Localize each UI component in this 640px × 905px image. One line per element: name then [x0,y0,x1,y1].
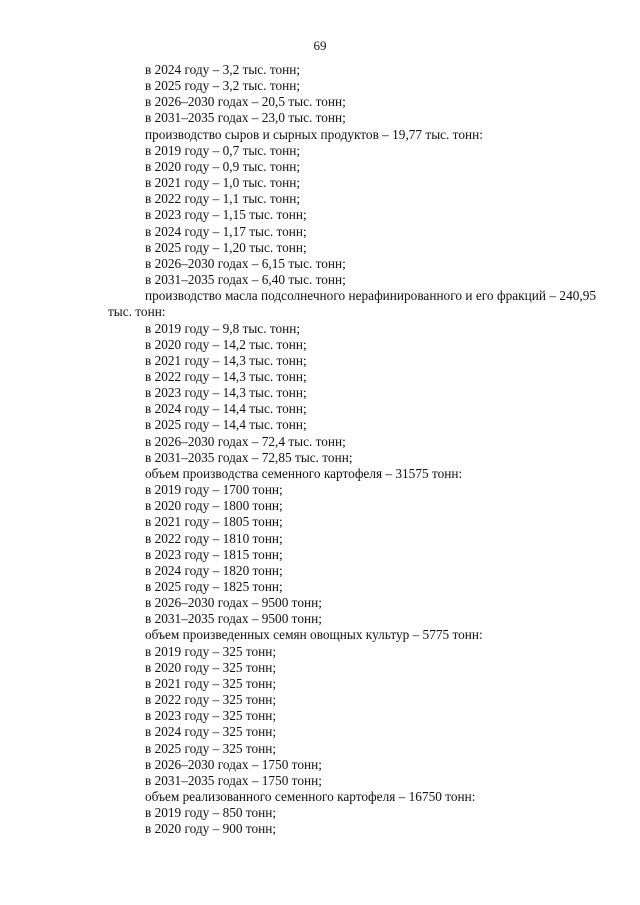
list-item: в 2020 году – 900 тонн; [145,821,277,837]
list-item: в 2019 году – 1700 тонн; [145,482,283,498]
section-heading: производство масла подсолнечного нерафинированного и его фракций – 240,95 тыс. тонн: [108,288,596,320]
list-item: в 2021 году – 325 тонн; [145,675,277,691]
list-item: в 2025 году – 1,20 тыс. тонн; [145,239,307,255]
list-item: в 2019 году – 850 тонн; [145,805,277,821]
list-item: в 2021 году – 1,0 тыс. тонн; [145,175,301,191]
list-item: в 2023 году – 1815 тонн; [145,546,283,562]
list-item: в 2025 году – 1825 тонн; [145,579,283,594]
list-item: в 2023 году – 14,3 тыс. тонн; [145,385,307,401]
list-item: в 2020 году – 1800 тонн; [145,498,283,514]
list-item: в 2019 году – 9,8 тыс. тонн; [145,320,301,336]
list-item: в 2031–2035 годах – 1750 тонн; [145,772,322,788]
page-number: 69 [313,38,327,53]
list-item: в 2031–2035 годах – 23,0 тыс. тонн; [145,110,346,126]
list-item: в 2026–2030 годах – 1750 тонн; [145,756,322,772]
list-item: в 2031–2035 годах – 6,40 тыс. тонн; [145,272,346,288]
list-item: в 2021 году – 1805 тонн; [145,514,283,530]
list-item: в 2026–2030 годах – 9500 тонн; [145,595,322,611]
list-item: в 2024 году – 14,4 тыс. тонн; [145,401,307,417]
list-item: в 2020 году – 0,9 тыс. тонн; [145,158,301,174]
list-item: в 2025 году – 14,4 тыс. тонн; [145,417,307,433]
list-item: в 2022 году – 325 тонн; [145,692,277,708]
list-item: в 2023 году – 325 тонн; [145,708,277,724]
list-item: в 2026–2030 годах – 72,4 тыс. тонн; [145,433,346,449]
list-item: в 2020 году – 325 тонн; [145,659,277,675]
list-item: в 2025 году – 325 тонн; [145,740,277,756]
list-item: в 2024 году – 325 тонн; [145,724,277,740]
list-item: в 2024 году – 1,17 тыс. тонн; [145,223,307,239]
section-heading: объем произведенных семян овощных культур – 5775 тонн: [145,627,483,643]
list-item: в 2020 году – 14,2 тыс. тонн; [145,336,307,352]
section-heading: производство сыров и сырных продуктов – 19,77 тыс. тонн: [145,126,483,142]
list-item: в 2022 году – 1810 тонн; [145,530,283,546]
list-item: в 2023 году – 1,15 тыс. тонн; [145,207,307,223]
list-item: в 2024 году – 3,2 тыс. тонн; [145,62,301,77]
list-item: в 2019 году – 325 тонн; [145,643,277,659]
list-item: в 2031–2035 годах – 72,85 тыс. тонн; [145,449,353,465]
list-item: в 2031–2035 годах – 9500 тонн; [145,611,322,627]
document-body [108,62,596,838]
section-heading: объем производства семенного картофеля – 31575 тонн: [145,465,463,481]
list-item: в 2019 году – 0,7 тыс. тонн; [145,142,301,158]
section-heading: объем реализованного семенного картофеля – 16750 тонн: [145,789,476,805]
list-item: в 2025 году – 3,2 тыс. тонн; [145,78,301,94]
list-item: в 2024 году – 1820 тонн; [145,562,283,578]
list-item: в 2022 году – 1,1 тыс. тонн; [145,191,301,207]
list-item: в 2022 году – 14,3 тыс. тонн; [145,368,307,384]
list-item: в 2021 году – 14,3 тыс. тонн; [145,352,307,368]
list-item: в 2026–2030 годах – 20,5 тыс. тонн; [145,94,346,110]
list-item: в 2026–2030 годах – 6,15 тыс. тонн; [145,255,346,271]
